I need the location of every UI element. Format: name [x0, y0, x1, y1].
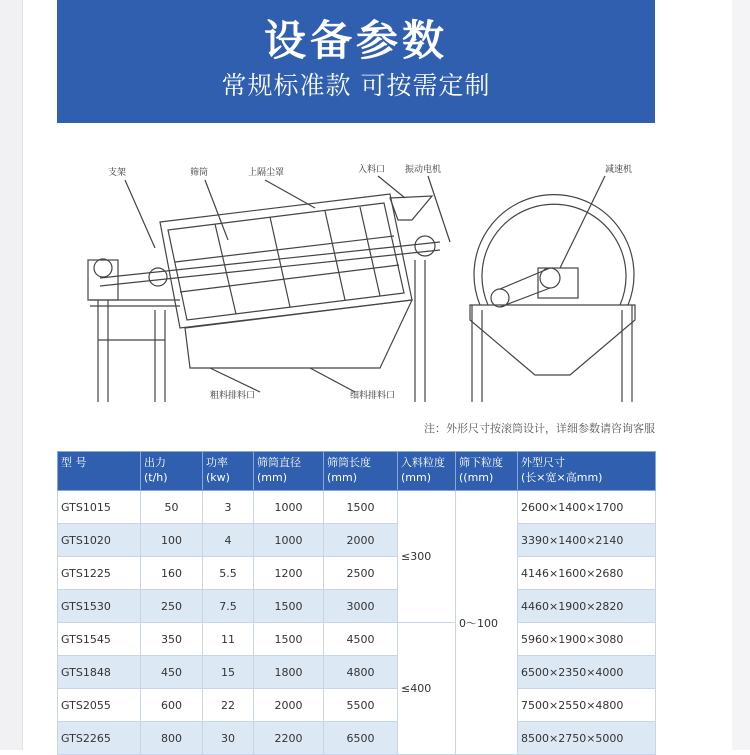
cell-diameter: 1000: [254, 524, 324, 557]
cell-feed-size-group1: ≤300: [398, 491, 456, 623]
cell-output: 100: [141, 524, 203, 557]
cell-model: GTS1015: [58, 491, 141, 524]
cell-power: 4: [203, 524, 254, 557]
cell-length: 2500: [324, 557, 398, 590]
cell-diameter: 1200: [254, 557, 324, 590]
cell-dimensions: 3390×1400×2140: [518, 524, 656, 557]
table-row: [58, 623, 656, 656]
header-output: 出力 (t/h): [141, 452, 203, 491]
table-row: [58, 656, 656, 689]
banner-title: 设备参数: [263, 16, 448, 65]
cell-model: GTS1225: [58, 557, 141, 590]
header-length: 筛筒长度 (mm): [324, 452, 398, 491]
cell-model: GTS2055: [58, 689, 141, 722]
cell-diameter: 1500: [254, 590, 324, 623]
cell-length: 4500: [324, 623, 398, 656]
cell-power: 30: [203, 722, 254, 755]
cell-model: GTS1848: [58, 656, 141, 689]
label-feed-inlet: 入料口: [358, 165, 386, 175]
cell-power: 15: [203, 656, 254, 689]
cell-length: 6500: [324, 722, 398, 755]
table-row: [58, 590, 656, 623]
cell-diameter: 2000: [254, 689, 324, 722]
cell-diameter: 1000: [254, 491, 324, 524]
cell-output: 160: [141, 557, 203, 590]
cell-length: 5500: [324, 689, 398, 722]
trommel-screen-diagram: [60, 150, 660, 415]
cell-power: 11: [203, 623, 254, 656]
header-dimensions: 外型尺寸 (长×宽×高mm): [518, 452, 656, 491]
table-row: [58, 524, 656, 557]
label-fine-outlet: 细料排料口: [350, 391, 396, 401]
header-diameter: 筛筒直径 (mm): [254, 452, 324, 491]
cell-dimensions: 6500×2350×4000: [518, 656, 656, 689]
drum-body: [160, 194, 412, 328]
bottom-hopper: [185, 300, 412, 368]
cell-length: 3000: [324, 590, 398, 623]
cell-output: 600: [141, 689, 203, 722]
cell-diameter: 1800: [254, 656, 324, 689]
cell-model: GTS2265: [58, 722, 141, 755]
feed-inlet: [390, 196, 432, 220]
header-model: 型 号: [58, 452, 141, 491]
label-reducer: 减速机: [605, 165, 633, 175]
header-power: 功率 (kw): [203, 452, 254, 491]
cell-power: 22: [203, 689, 254, 722]
banner-subtitle: 常规标准款 可按需定制: [221, 71, 491, 100]
table-header-row: [58, 452, 656, 491]
label-drum: 筛筒: [190, 168, 209, 178]
cell-power: 3: [203, 491, 254, 524]
label-vibration-motor: 振动电机: [405, 165, 442, 175]
cell-dimensions: 8500×2750×5000: [518, 722, 656, 755]
header-feed-size: 入料粒度 (mm): [398, 452, 456, 491]
cell-undersize: 0～100: [456, 491, 518, 755]
main-shaft: [100, 242, 440, 278]
cell-length: 2000: [324, 524, 398, 557]
label-dust-cover: 上隔尘罩: [248, 168, 285, 178]
cell-output: 50: [141, 491, 203, 524]
cell-diameter: 1500: [254, 623, 324, 656]
label-coarse-outlet: 粗料排料口: [210, 391, 256, 401]
right-margin-strip: [732, 0, 750, 750]
header-banner: [57, 0, 655, 123]
table-row: [58, 491, 656, 524]
cell-dimensions: 4460×1900×2820: [518, 590, 656, 623]
cell-dimensions: 2600×1400×1700: [518, 491, 656, 524]
label-support: 支架: [108, 168, 127, 178]
table-row: [58, 689, 656, 722]
spec-table: [57, 451, 656, 755]
cell-feed-size-group2: ≤400: [398, 623, 456, 755]
cell-diameter: 2200: [254, 722, 324, 755]
dimension-note: 注：外形尺寸按滚筒设计，详细参数请咨询客服: [424, 422, 655, 435]
cell-power: 7.5: [203, 590, 254, 623]
gearbox-left: [88, 260, 118, 300]
cell-model: GTS1545: [58, 623, 141, 656]
header-undersize: 筛下粒度 ((mm): [456, 452, 518, 491]
cell-power: 5.5: [203, 557, 254, 590]
cell-model: GTS1530: [58, 590, 141, 623]
cell-dimensions: 5960×1900×3080: [518, 623, 656, 656]
cell-output: 250: [141, 590, 203, 623]
cell-model: GTS1020: [58, 524, 141, 557]
table-row: [58, 557, 656, 590]
cell-dimensions: 4146×1600×2680: [518, 557, 656, 590]
left-margin-strip: [0, 0, 23, 750]
cell-length: 4800: [324, 656, 398, 689]
cell-length: 1500: [324, 491, 398, 524]
cell-output: 800: [141, 722, 203, 755]
side-view: [470, 195, 635, 402]
cell-dimensions: 7500×2550×4800: [518, 689, 656, 722]
cell-output: 350: [141, 623, 203, 656]
cell-output: 450: [141, 656, 203, 689]
